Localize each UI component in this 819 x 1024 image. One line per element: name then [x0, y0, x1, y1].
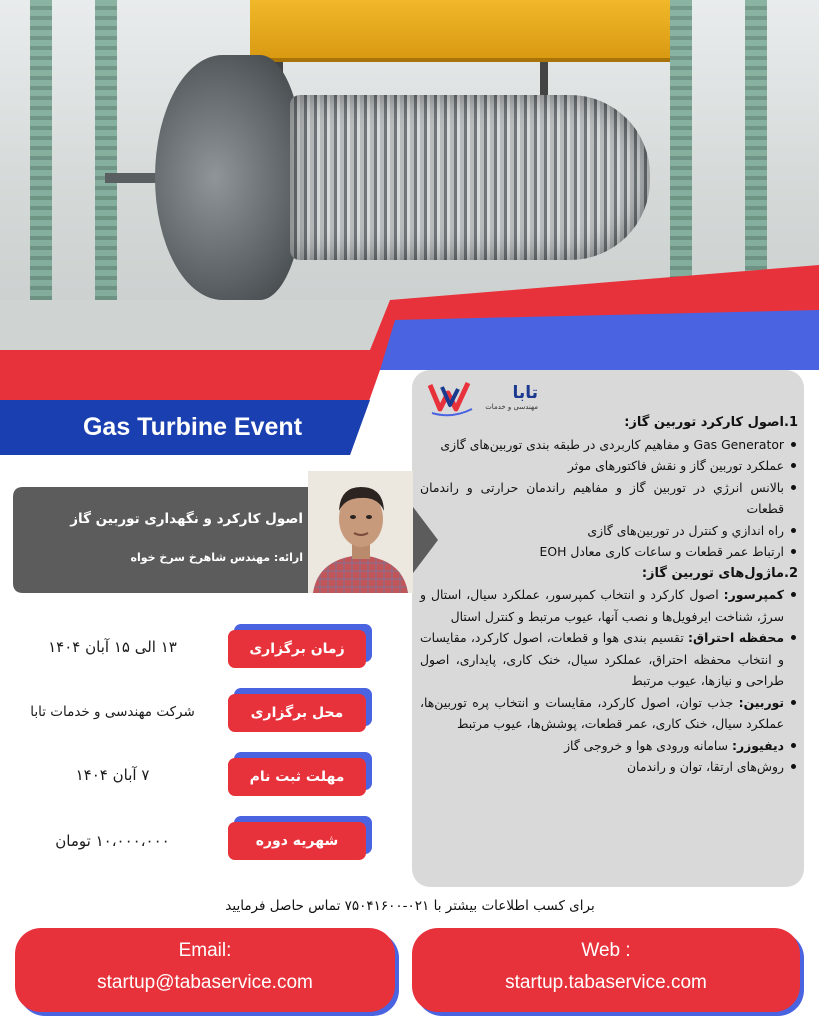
- list-item: [420, 756, 798, 778]
- turbine-casing: [155, 55, 305, 300]
- item-text: روش‌های ارتقا، توان و راندمان: [626, 759, 784, 774]
- list-item: ارتباط عمر قطعات و ساعات کاری معادل EOH: [420, 541, 798, 563]
- list-item: Gas Generator و مفاهیم کاربردی در طبقه بندی توربین‌های گازی: [420, 434, 798, 456]
- detail-row-dates: [0, 620, 410, 676]
- item-text: تقسیم بندی هوا و قطعات، اصول کارکرد، مقایسات و انتخاب محفظه احتراق، عملکرد سیال، خنک کاری، پایداری، اصول طراحی و نیازها، عیوب مرتبط: [420, 630, 784, 688]
- section2-list: [420, 584, 798, 778]
- item-term: توربین:: [738, 694, 784, 710]
- venue-value: شرکت مهندسی و خدمات تابا: [30, 704, 195, 720]
- course-title: اصول کارکرد و نگهداری توربین گاز: [70, 511, 303, 527]
- list-item: راه اندازي و کنترل در توربین‌های گازی: [420, 520, 798, 542]
- detail-row-venue: [0, 684, 410, 740]
- detail-row-deadline: [0, 748, 410, 804]
- deadline-label: مهلت ثبت نام: [228, 758, 366, 796]
- blue-band: [380, 310, 819, 370]
- syllabus-content: [420, 412, 798, 778]
- list-item: [420, 627, 798, 692]
- venue-label: محل برگزاری: [228, 694, 366, 732]
- web-button[interactable]: [412, 928, 800, 1012]
- list-item: عملکرد توربین گاز و نقش فاکتورهای موثر: [420, 455, 798, 477]
- presenter-name: ارائه: مهندس شاهرخ سرخ خواه: [130, 551, 303, 564]
- fee-value: ۱۰،۰۰۰،۰۰۰ تومان: [55, 832, 170, 850]
- item-text: اصول کارکرد و انتخاب کمپرسور، عملکرد سیال، استال و سرژ، شناخت ایرفویل‌ها و نصب آنها، عیوب مرتبط و کنترل استال: [420, 587, 784, 624]
- email-button[interactable]: [15, 928, 395, 1012]
- logo-wordmark: تابا: [512, 383, 538, 403]
- list-item: بالانس انرژي در توربین گاز و مفاهیم راندمان حرارتی و راندمان قطعات: [420, 477, 798, 520]
- overhead-crane: [250, 0, 670, 62]
- section1-list: [420, 434, 798, 563]
- list-item: [420, 735, 798, 757]
- item-text: سامانه ورودی هوا و خروجی گاز: [564, 737, 733, 753]
- list-item: [420, 692, 798, 735]
- deadline-value: ۷ آبان ۱۴۰۴: [75, 766, 150, 784]
- fee-label: شهریه دوره: [228, 822, 366, 860]
- turbine-rotor: [290, 95, 650, 260]
- section-title: 1.اصول کارکرد توربین گاز:: [624, 415, 798, 430]
- email-label: Email:: [178, 940, 232, 961]
- item-term: کمپرسور:: [723, 587, 784, 602]
- contact-phone-line: برای کسب اطلاعات بیشتر با ۰۲۱-۷۵۰۴۱۶۰۰ تماس حاصل فرمایید: [225, 898, 595, 914]
- detail-row-fee: [0, 812, 410, 868]
- list-item: [420, 584, 798, 627]
- dates-value: ۱۳ الی ۱۵ آبان ۱۴۰۴: [48, 638, 177, 656]
- section-title: 2.ماژول‌های توربین گاز:: [641, 565, 798, 581]
- event-title: Gas Turbine Event: [82, 413, 303, 441]
- presenter-avatar: [308, 471, 413, 593]
- logo-subtitle: مهندسی و خدمات: [485, 403, 538, 411]
- dates-label: زمان برگزاری: [228, 630, 366, 668]
- presenter-banner: [13, 487, 438, 593]
- email-address[interactable]: startup@tabaservice.com: [97, 972, 313, 993]
- item-text: جذب توان، اصول کارکرد، مقایسات و انتخاب پره توربین‌ها، عملکرد سیال، خنک کاری، عمر قطعات، پوشش‌ها، عیوب مرتبط: [420, 694, 784, 731]
- web-label: Web :: [581, 940, 631, 961]
- web-address[interactable]: startup.tabaservice.com: [505, 972, 707, 993]
- item-term: محفظه احتراق:: [688, 630, 784, 645]
- item-term: دیفیوزر:: [732, 737, 784, 753]
